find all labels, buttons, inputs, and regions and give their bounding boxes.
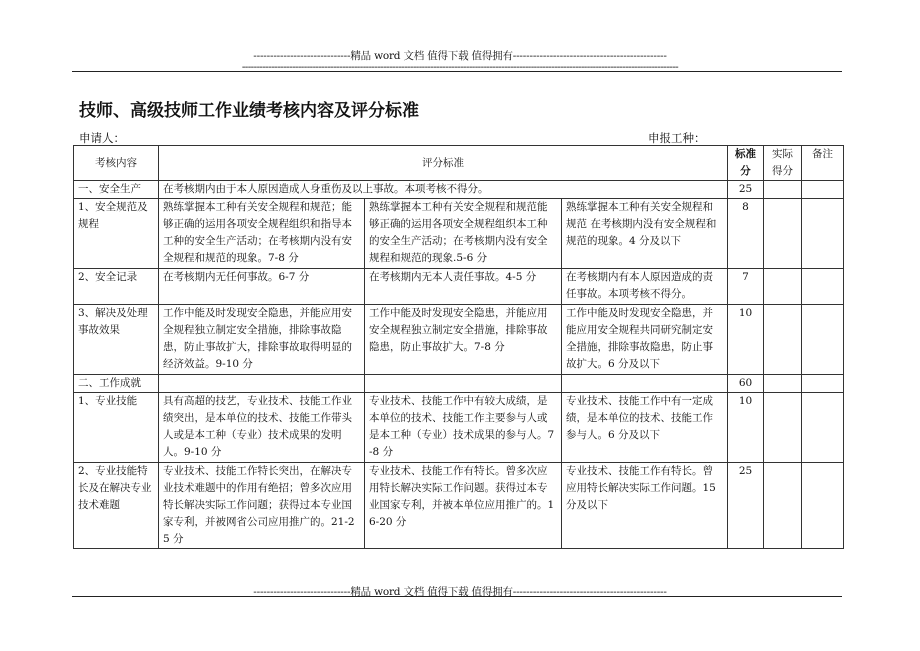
applicant-label: 申请人：	[79, 131, 125, 145]
row-remark[interactable]	[802, 463, 844, 549]
row-standard: 10	[728, 305, 764, 375]
footer-rule	[72, 596, 842, 597]
header-rule	[72, 71, 842, 72]
row-standard: 7	[728, 269, 764, 305]
row-content: 一、安全生产	[74, 181, 159, 199]
row-content: 2、专业技能特长及在解决专业技术难题	[74, 463, 159, 549]
row-content: 二、工作成就	[74, 375, 159, 393]
row-criteria-high	[159, 375, 365, 393]
row-standard: 8	[728, 199, 764, 269]
header-dash-line: ----------------------------------------------------------------------------------------------------------------------------------------------------	[241, 61, 679, 73]
row-actual[interactable]	[764, 305, 802, 375]
row-actual[interactable]	[764, 463, 802, 549]
row-criteria-high: 在考核期内无任何事故。6-7 分	[159, 269, 365, 305]
table-row	[74, 199, 844, 269]
row-criteria-high: 具有高超的技艺，专业技术、技能工作业绩突出，是本单位的技术、技能工作带头人或是本工种（专业）技术成果的发明人。9-10 分	[159, 393, 365, 463]
job-type-label: 申报工种：	[648, 131, 706, 145]
header-criteria: 评分标准	[159, 146, 728, 181]
row-content: 2、安全记录	[74, 269, 159, 305]
row-content: 1、专业技能	[74, 393, 159, 463]
row-criteria-mid: 熟练掌握本工种有关安全规程和规范能够正确的运用各项安全规程组织本工种的安全生产活动；在考核期内没有安全规程和规范的现象.5-6 分	[365, 199, 562, 269]
row-remark[interactable]	[802, 181, 844, 199]
row-actual[interactable]	[764, 393, 802, 463]
row-criteria-high: 工作中能及时发现安全隐患，并能应用安全规程独立制定安全措施，排除事故隐患，防止事故扩大，排除事故取得明显的经济效益。9-10 分	[159, 305, 365, 375]
row-criteria-high: 专业技术、技能工作特长突出，在解决专业技术难题中的作用有绝招；曾多次应用特长解决实际工作问题；获得过本专业国家专利，并被网省公司应用推广的。21-25 分	[159, 463, 365, 549]
header-standard: 标准分	[728, 146, 764, 181]
row-content: 1、安全规范及规程	[74, 199, 159, 269]
row-standard: 60	[728, 375, 764, 393]
row-remark[interactable]	[802, 375, 844, 393]
row-criteria-low	[562, 375, 728, 393]
table-row	[74, 393, 844, 463]
table-row	[74, 463, 844, 549]
row-standard: 25	[728, 181, 764, 199]
row-criteria-mid: 专业技术、技能工作有特长。曾多次应用特长解决实际工作问题。获得过本专业国家专利，并被本单位应用推广的。16-20 分	[365, 463, 562, 549]
header-remark: 备注	[802, 146, 844, 181]
table-row	[74, 269, 844, 305]
row-criteria-low: 熟练掌握本工种有关安全规程和规范 在考核期内没有安全规程和规范的现象。4 分及以下	[562, 199, 728, 269]
table-row	[74, 375, 844, 393]
document-title: 技师、高级技师工作业绩考核内容及评分标准	[79, 101, 419, 121]
row-criteria: 在考核期内由于本人原因造成人身重伤及以上事故。本项考核不得分。	[159, 181, 728, 199]
header-banner: -----------------------------精品 word 文档 值得下载 值得拥有----------------------------------------------	[253, 50, 667, 62]
footer-banner: -----------------------------精品 word 文档 值得下载 值得拥有----------------------------------------------	[253, 586, 667, 598]
row-standard: 25	[728, 463, 764, 549]
row-actual[interactable]	[764, 269, 802, 305]
row-actual[interactable]	[764, 181, 802, 199]
row-criteria-high: 熟练掌握本工种有关安全规程和规范；能够正确的运用各项安全规程组织和指导本工种的安全生产活动；在考核期内没有安全规程和规范的现象。7-8 分	[159, 199, 365, 269]
row-criteria-mid: 专业技术、技能工作中有较大成绩，是本单位的技术、技能工作主要参与人或是本工种（专业）技术成果的参与人。7-8 分	[365, 393, 562, 463]
row-criteria-mid	[365, 375, 562, 393]
table-row	[74, 305, 844, 375]
row-remark[interactable]	[802, 269, 844, 305]
table-row	[74, 181, 844, 199]
row-actual[interactable]	[764, 199, 802, 269]
row-criteria-low: 工作中能及时发现安全隐患，并能应用安全规程共同研究制定安全措施，排除事故隐患，防止事故扩大。6 分及以下	[562, 305, 728, 375]
row-criteria-mid: 在考核期内无本人责任事故。4-5 分	[365, 269, 562, 305]
header-actual: 实际得分	[764, 146, 802, 181]
row-content: 3、解决及处理事故效果	[74, 305, 159, 375]
row-standard: 10	[728, 393, 764, 463]
header-content: 考核内容	[74, 146, 159, 181]
row-remark[interactable]	[802, 393, 844, 463]
row-actual[interactable]	[764, 375, 802, 393]
row-remark[interactable]	[802, 305, 844, 375]
row-criteria-low: 专业技术、技能工作中有一定成绩，是本单位的技术、技能工作参与人。6 分及以下	[562, 393, 728, 463]
row-criteria-low: 专业技术、技能工作有特长。曾应用特长解决实际工作问题。15 分及以下	[562, 463, 728, 549]
row-criteria-low: 在考核期内有本人原因造成的责任事故。本项考核不得分。	[562, 269, 728, 305]
row-criteria-mid: 工作中能及时发现安全隐患，并能应用安全规程独立制定安全措施，排除事故隐患，防止事故扩大。7-8 分	[365, 305, 562, 375]
assessment-table	[73, 145, 844, 549]
row-remark[interactable]	[802, 199, 844, 269]
table-header-row	[74, 146, 844, 181]
